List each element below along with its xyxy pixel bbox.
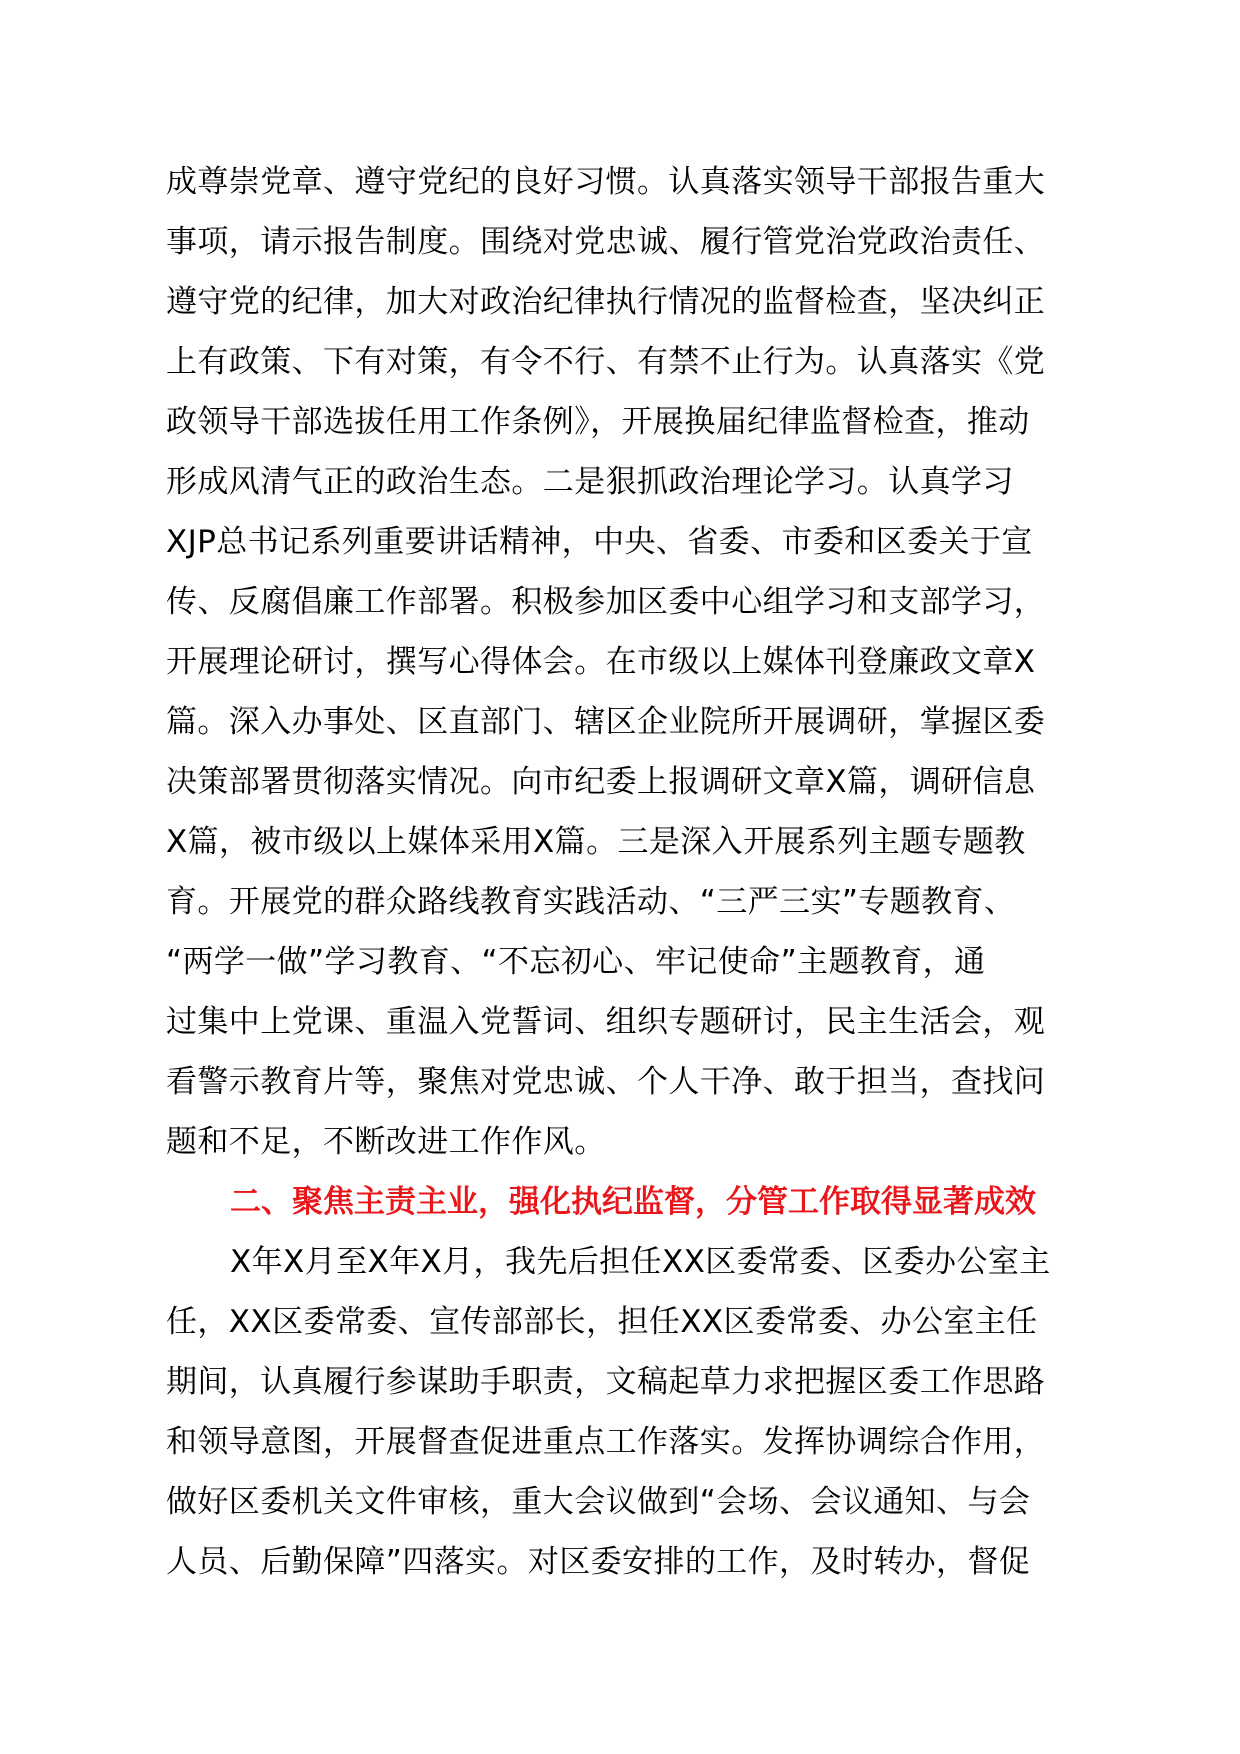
text-line: 形成风清气正的政治生态。二是狠抓政治理论学习。认真学习 (166, 464, 1014, 500)
text-line: 事项，请示报告制度。围绕对党忠诚、履行管党治党政治责任、 (166, 224, 1046, 260)
text-line: 育。开展党的群众路线教育实践活动、“三严三实”专题教育、 (166, 884, 1016, 920)
text-line: 期间，认真履行参谋助手职责，文稿起草力求把握区委工作思路 (166, 1364, 1046, 1400)
text-line: XJP总书记系列重要讲话精神，中央、省委、市委和区委关于宣 (166, 524, 1033, 560)
text-line: 过集中上党课、重温入党誓词、组织专题研讨，民主生活会，观 (166, 1004, 1046, 1040)
text-line: “两学一做”学习教育、“不忘初心、牢记使命”主题教育，通 (166, 944, 986, 980)
text-line: X篇，被市级以上媒体采用X篇。三是深入开展系列主题专题教 (166, 824, 1026, 860)
section-heading: 二、聚焦主责主业，强化执纪监督，分管工作取得显著成效 (230, 1184, 1036, 1220)
text-line: 成尊崇党章、遵守党纪的良好习惯。认真落实领导干部报告重大 (166, 164, 1046, 200)
text-line: 做好区委机关文件审核，重大会议做到“会场、会议通知、与会 (166, 1484, 1031, 1520)
text-line: 上有政策、下有对策，有令不行、有禁不止行为。认真落实《党 (166, 344, 1046, 380)
text-line: 篇。深入办事处、区直部门、辖区企业院所开展调研，掌握区委 (166, 704, 1046, 740)
text-line: 传、反腐倡廉工作部署。积极参加区委中心组学习和支部学习， (166, 584, 1046, 620)
text-line: 遵守党的纪律，加大对政治纪律执行情况的监督检查，坚决纠正 (166, 284, 1046, 320)
text-line: 决策部署贯彻落实情况。向市纪委上报调研文章X篇，调研信息 (166, 764, 1036, 800)
text-line: 任，XX区委常委、宣传部部长，担任XX区委常委、办公室主任 (166, 1304, 1038, 1340)
text-line: 政领导干部选拔任用工作条例》，开展换届纪律监督检查，推动 (166, 404, 1030, 440)
paragraph-1 (166, 152, 1118, 1172)
text-line: 看警示教育片等，聚焦对党忠诚、个人干净、敢于担当，查找问 (166, 1064, 1046, 1100)
paragraph-2 (166, 1232, 1118, 1592)
text-line: 人员、后勤保障”四落实。对区委安排的工作，及时转办，督促 (166, 1544, 1031, 1580)
text-line: X年X月至X年X月，我先后担任XX区委常委、区委办公室主 (230, 1244, 1051, 1280)
text-line: 题和不足，不断改进工作作风。 (166, 1124, 606, 1160)
text-line: 和领导意图，开展督查促进重点工作落实。发挥协调综合作用， (166, 1424, 1046, 1460)
text-line: 开展理论研讨，撰写心得体会。在市级以上媒体刊登廉政文章X (166, 644, 1036, 680)
document-body (166, 152, 1118, 1592)
